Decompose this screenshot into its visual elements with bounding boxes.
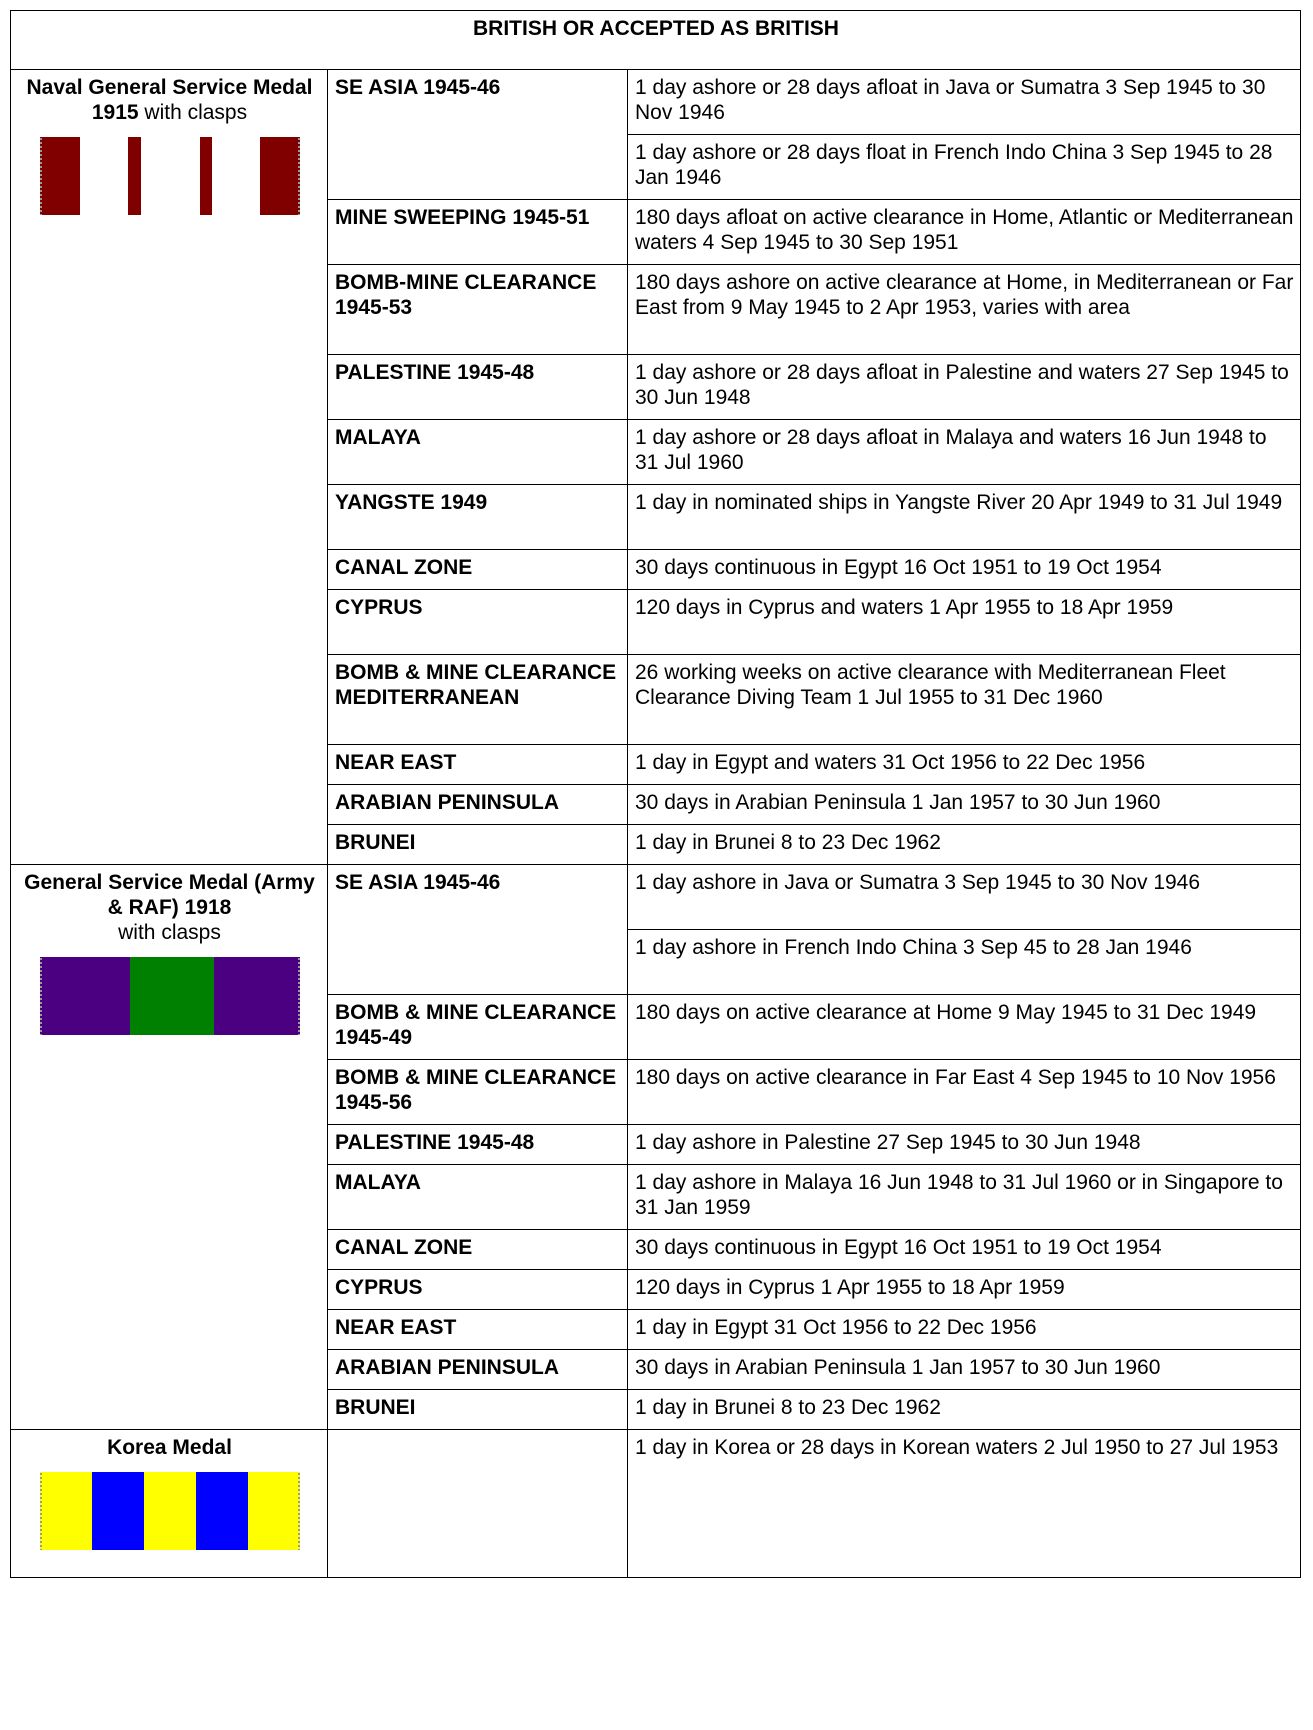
ribbon-edge-dot (40, 1010, 42, 1012)
clasp-name: MALAYA (328, 420, 628, 485)
ribbon-edge-dot (298, 1513, 300, 1515)
ribbon-edge-dot (40, 970, 42, 972)
ribbon-edge-dot (40, 990, 42, 992)
clasp-name: BRUNEI (328, 1390, 628, 1430)
clasp-name: BOMB & MINE CLEARANCE 1945-56 (328, 1060, 628, 1125)
ribbon-edge-dot (40, 1034, 42, 1035)
ribbon-edge-dot (298, 1541, 300, 1543)
ribbon-stripe (260, 137, 300, 215)
ribbon-stripe (40, 137, 80, 215)
ribbon-edge-dot (40, 138, 42, 140)
clasp-name: NEAR EAST (328, 1310, 628, 1350)
ribbon-edge-dot (298, 190, 300, 192)
ribbon-edge-dot (298, 1525, 300, 1527)
ribbon-edge-dot (298, 1493, 300, 1495)
ribbon-stripe (144, 1472, 196, 1550)
ribbon-edge-dot (298, 194, 300, 196)
clasp-criteria: 30 days continuous in Egypt 16 Oct 1951 to 19 Oct 1954 (628, 1230, 1301, 1270)
ribbon-edge-dot (40, 182, 42, 184)
ribbon-edge-dot (298, 1018, 300, 1020)
clasp-name: BRUNEI (328, 825, 628, 865)
ribbon-stripe (40, 957, 130, 1035)
clasp-criteria: 1 day ashore in French Indo China 3 Sep 45 to 28 Jan 1946 (628, 930, 1301, 995)
ribbon-edge-dot (40, 194, 42, 196)
clasp-criteria: 180 days afloat on active clearance in Home, Atlantic or Mediterranean waters 4 Sep 1945 to 30 Sep 1951 (628, 200, 1301, 265)
ribbon-edge-dot (298, 994, 300, 996)
ribbon-edge-dot (298, 1473, 300, 1475)
ribbon-edge-dot (298, 142, 300, 144)
ribbon-edge-dot (40, 986, 42, 988)
ribbon-edge-dot (298, 974, 300, 976)
clasp-criteria: 180 days ashore on active clearance at Home, in Mediterranean or Far East from 9 May 1945 to 2 Apr 1953, varies with area (628, 265, 1301, 355)
ribbon-edge-dot (298, 1497, 300, 1499)
clasp-criteria: 26 working weeks on active clearance with Mediterranean Fleet Clearance Diving Team 1 Jul 1955 to 31 Dec 1960 (628, 655, 1301, 745)
ribbon-graphic (40, 1472, 300, 1550)
ribbon-stripe (40, 1472, 92, 1550)
medal-cell (11, 70, 328, 865)
clasp-name: ARABIAN PENINSULA (328, 785, 628, 825)
ribbon-stripe (92, 1472, 144, 1550)
ribbon-edge-dot (298, 158, 300, 160)
ribbon-edge-dot (298, 170, 300, 172)
ribbon-edge-dot (40, 146, 42, 148)
table-row (11, 70, 1301, 135)
ribbon-edge-dot (298, 1537, 300, 1539)
clasp-name: SE ASIA 1945-46 (328, 70, 628, 200)
medal-name-suffix: with clasps (118, 921, 221, 944)
clasp-criteria: 1 day ashore in Java or Sumatra 3 Sep 1945 to 30 Nov 1946 (628, 865, 1301, 930)
ribbon-edge-dot (40, 1485, 42, 1487)
medal-name (18, 1435, 321, 1460)
ribbon-edge-dot (40, 214, 42, 215)
ribbon-edge-dot (40, 1541, 42, 1543)
medal-name-bold: Naval General Service Medal 1915 (26, 76, 313, 124)
clasp-criteria: 1 day in Egypt 31 Oct 1956 to 22 Dec 1956 (628, 1310, 1301, 1350)
ribbon-edge-dot (40, 998, 42, 1000)
ribbon-edge-dot (298, 162, 300, 164)
ribbon-stripe (248, 1472, 300, 1550)
ribbon-edge-dot (40, 966, 42, 968)
clasp-name (328, 1430, 628, 1578)
ribbon-edge-dot (40, 1477, 42, 1479)
medal-ribbon (40, 137, 300, 215)
ribbon-edge-dot (40, 154, 42, 156)
ribbon-edge-dot (298, 1489, 300, 1491)
ribbon-stripe (200, 137, 212, 215)
ribbon-edge-dot (298, 1014, 300, 1016)
ribbon-edge-dot (298, 1501, 300, 1503)
clasp-criteria: 1 day ashore or 28 days float in French Indo China 3 Sep 1945 to 28 Jan 1946 (628, 135, 1301, 200)
ribbon-edge-dot (40, 1537, 42, 1539)
clasp-name: NEAR EAST (328, 745, 628, 785)
ribbon-edge-dot (40, 190, 42, 192)
clasp-criteria: 1 day ashore or 28 days afloat in Malaya and waters 16 Jun 1948 to 31 Jul 1960 (628, 420, 1301, 485)
ribbon-edge-dot (40, 1505, 42, 1507)
clasp-name: PALESTINE 1945-48 (328, 355, 628, 420)
ribbon-edge-dot (40, 958, 42, 960)
clasp-name: ARABIAN PENINSULA (328, 1350, 628, 1390)
ribbon-edge-dot (40, 1014, 42, 1016)
ribbon-edge-dot (40, 994, 42, 996)
medal-name (18, 75, 321, 125)
ribbon-edge-dot (40, 1002, 42, 1004)
clasp-name: PALESTINE 1945-48 (328, 1125, 628, 1165)
clasp-name: BOMB-MINE CLEARANCE 1945-53 (328, 265, 628, 355)
ribbon-edge-dot (298, 1481, 300, 1483)
clasp-name: BOMB & MINE CLEARANCE MEDITERRANEAN (328, 655, 628, 745)
ribbon-edge-dot (298, 1010, 300, 1012)
ribbon-edge-dot (40, 1026, 42, 1028)
ribbon-edge-dot (40, 170, 42, 172)
ribbon-edge-dot (298, 958, 300, 960)
ribbon-edge-dot (298, 966, 300, 968)
ribbon-edge-dot (298, 206, 300, 208)
medal-cell (11, 1430, 328, 1578)
ribbon-edge-dot (40, 158, 42, 160)
clasp-criteria: 1 day ashore in Malaya 16 Jun 1948 to 31 Jul 1960 or in Singapore to 31 Jan 1959 (628, 1165, 1301, 1230)
clasp-criteria: 1 day in Brunei 8 to 23 Dec 1962 (628, 825, 1301, 865)
ribbon-edge-dot (40, 162, 42, 164)
ribbon-edge-dot (298, 1533, 300, 1535)
clasp-criteria: 1 day in Egypt and waters 31 Oct 1956 to 22 Dec 1956 (628, 745, 1301, 785)
ribbon-edge-dot (40, 1481, 42, 1483)
ribbon-edge-dot (298, 214, 300, 215)
clasp-criteria: 1 day in nominated ships in Yangste River 20 Apr 1949 to 31 Jul 1949 (628, 485, 1301, 550)
clasp-criteria: 120 days in Cyprus 1 Apr 1955 to 18 Apr 1959 (628, 1270, 1301, 1310)
medal-table (10, 10, 1301, 1578)
ribbon-edge-dot (40, 1545, 42, 1547)
ribbon-edge-dot (40, 974, 42, 976)
clasp-name: YANGSTE 1949 (328, 485, 628, 550)
ribbon-edge-dot (298, 174, 300, 176)
ribbon-edge-dot (298, 178, 300, 180)
ribbon-edge-dot (40, 982, 42, 984)
clasp-name: CANAL ZONE (328, 550, 628, 590)
ribbon-edge-dot (298, 1509, 300, 1511)
ribbon-stripe (214, 957, 300, 1035)
ribbon-graphic (40, 137, 300, 215)
ribbon-edge-dot (298, 210, 300, 212)
ribbon-edge-dot (298, 154, 300, 156)
table-title: BRITISH OR ACCEPTED AS BRITISH (11, 11, 1301, 70)
ribbon-edge-dot (40, 1030, 42, 1032)
ribbon-edge-dot (40, 186, 42, 188)
table-row (11, 865, 1301, 930)
ribbon-edge-dot (40, 978, 42, 980)
ribbon-edge-dot (298, 138, 300, 140)
ribbon-edge-dot (298, 1002, 300, 1004)
medal-name-bold: Korea Medal (107, 1436, 232, 1459)
clasp-criteria: 30 days in Arabian Peninsula 1 Jan 1957 to 30 Jun 1960 (628, 785, 1301, 825)
ribbon-edge-dot (298, 1026, 300, 1028)
ribbon-edge-dot (40, 150, 42, 152)
ribbon-edge-dot (298, 1545, 300, 1547)
ribbon-edge-dot (298, 1505, 300, 1507)
ribbon-edge-dot (298, 982, 300, 984)
ribbon-edge-dot (40, 1018, 42, 1020)
clasp-name: CYPRUS (328, 590, 628, 655)
medal-cell (11, 865, 328, 1430)
ribbon-edge-dot (298, 1485, 300, 1487)
ribbon-stripe (130, 957, 214, 1035)
ribbon-stripe (128, 137, 141, 215)
ribbon-edge-dot (298, 186, 300, 188)
ribbon-edge-dot (40, 1525, 42, 1527)
clasp-criteria: 1 day ashore or 28 days afloat in Java or Sumatra 3 Sep 1945 to 30 Nov 1946 (628, 70, 1301, 135)
ribbon-edge-dot (40, 962, 42, 964)
ribbon-edge-dot (40, 1517, 42, 1519)
ribbon-edge-dot (298, 998, 300, 1000)
clasp-criteria: 1 day in Korea or 28 days in Korean waters 2 Jul 1950 to 27 Jul 1953 (628, 1430, 1301, 1578)
ribbon-edge-dot (40, 1509, 42, 1511)
ribbon-edge-dot (298, 1521, 300, 1523)
clasp-name: SE ASIA 1945-46 (328, 865, 628, 995)
ribbon-edge-dot (40, 210, 42, 212)
medal-name-bold: General Service Medal (Army & RAF) 1918 (24, 871, 315, 919)
ribbon-edge-dot (40, 1521, 42, 1523)
ribbon-edge-dot (298, 1006, 300, 1008)
medal-name (18, 870, 321, 945)
ribbon-stripe (212, 137, 260, 215)
clasp-name: BOMB & MINE CLEARANCE 1945-49 (328, 995, 628, 1060)
ribbon-edge-dot (298, 1030, 300, 1032)
clasp-criteria: 30 days in Arabian Peninsula 1 Jan 1957 to 30 Jun 1960 (628, 1350, 1301, 1390)
clasp-criteria: 30 days continuous in Egypt 16 Oct 1951 to 19 Oct 1954 (628, 550, 1301, 590)
ribbon-edge-dot (40, 1513, 42, 1515)
ribbon-edge-dot (298, 962, 300, 964)
ribbon-stripe (141, 137, 200, 215)
ribbon-edge-dot (40, 1533, 42, 1535)
ribbon-edge-dot (40, 166, 42, 168)
ribbon-stripe (196, 1472, 248, 1550)
clasp-name: CYPRUS (328, 1270, 628, 1310)
ribbon-edge-dot (298, 150, 300, 152)
ribbon-edge-dot (40, 142, 42, 144)
ribbon-edge-dot (298, 1529, 300, 1531)
ribbon-edge-dot (298, 986, 300, 988)
ribbon-edge-dot (40, 174, 42, 176)
ribbon-edge-dot (40, 1489, 42, 1491)
ribbon-edge-dot (40, 1529, 42, 1531)
ribbon-edge-dot (40, 1473, 42, 1475)
ribbon-edge-dot (40, 206, 42, 208)
ribbon-edge-dot (40, 1497, 42, 1499)
ribbon-edge-dot (298, 970, 300, 972)
header-row (11, 11, 1301, 70)
ribbon-edge-dot (298, 146, 300, 148)
table-row (11, 1430, 1301, 1578)
ribbon-edge-dot (40, 1549, 42, 1550)
ribbon-edge-dot (40, 1501, 42, 1503)
ribbon-edge-dot (40, 1006, 42, 1008)
ribbon-edge-dot (298, 1022, 300, 1024)
medal-ribbon (40, 957, 300, 1035)
ribbon-edge-dot (40, 1022, 42, 1024)
medal-ribbon (40, 1472, 300, 1550)
clasp-criteria: 1 day ashore in Palestine 27 Sep 1945 to 30 Jun 1948 (628, 1125, 1301, 1165)
medal-name-suffix: with clasps (138, 101, 248, 124)
ribbon-edge-dot (298, 1477, 300, 1479)
ribbon-edge-dot (40, 198, 42, 200)
ribbon-edge-dot (298, 978, 300, 980)
clasp-name: MALAYA (328, 1165, 628, 1230)
ribbon-edge-dot (298, 182, 300, 184)
clasp-criteria: 1 day ashore or 28 days afloat in Palestine and waters 27 Sep 1945 to 30 Jun 1948 (628, 355, 1301, 420)
ribbon-stripe (80, 137, 128, 215)
ribbon-edge-dot (298, 1517, 300, 1519)
clasp-name: MINE SWEEPING 1945-51 (328, 200, 628, 265)
clasp-name: CANAL ZONE (328, 1230, 628, 1270)
ribbon-edge-dot (298, 1034, 300, 1035)
ribbon-edge-dot (298, 198, 300, 200)
ribbon-edge-dot (298, 202, 300, 204)
ribbon-edge-dot (40, 202, 42, 204)
clasp-criteria: 1 day in Brunei 8 to 23 Dec 1962 (628, 1390, 1301, 1430)
ribbon-graphic (40, 957, 300, 1035)
clasp-criteria: 120 days in Cyprus and waters 1 Apr 1955 to 18 Apr 1959 (628, 590, 1301, 655)
clasp-criteria: 180 days on active clearance at Home 9 May 1945 to 31 Dec 1949 (628, 995, 1301, 1060)
ribbon-edge-dot (298, 166, 300, 168)
ribbon-edge-dot (40, 1493, 42, 1495)
ribbon-edge-dot (40, 178, 42, 180)
ribbon-edge-dot (298, 1549, 300, 1550)
ribbon-edge-dot (298, 990, 300, 992)
clasp-criteria: 180 days on active clearance in Far East 4 Sep 1945 to 10 Nov 1956 (628, 1060, 1301, 1125)
